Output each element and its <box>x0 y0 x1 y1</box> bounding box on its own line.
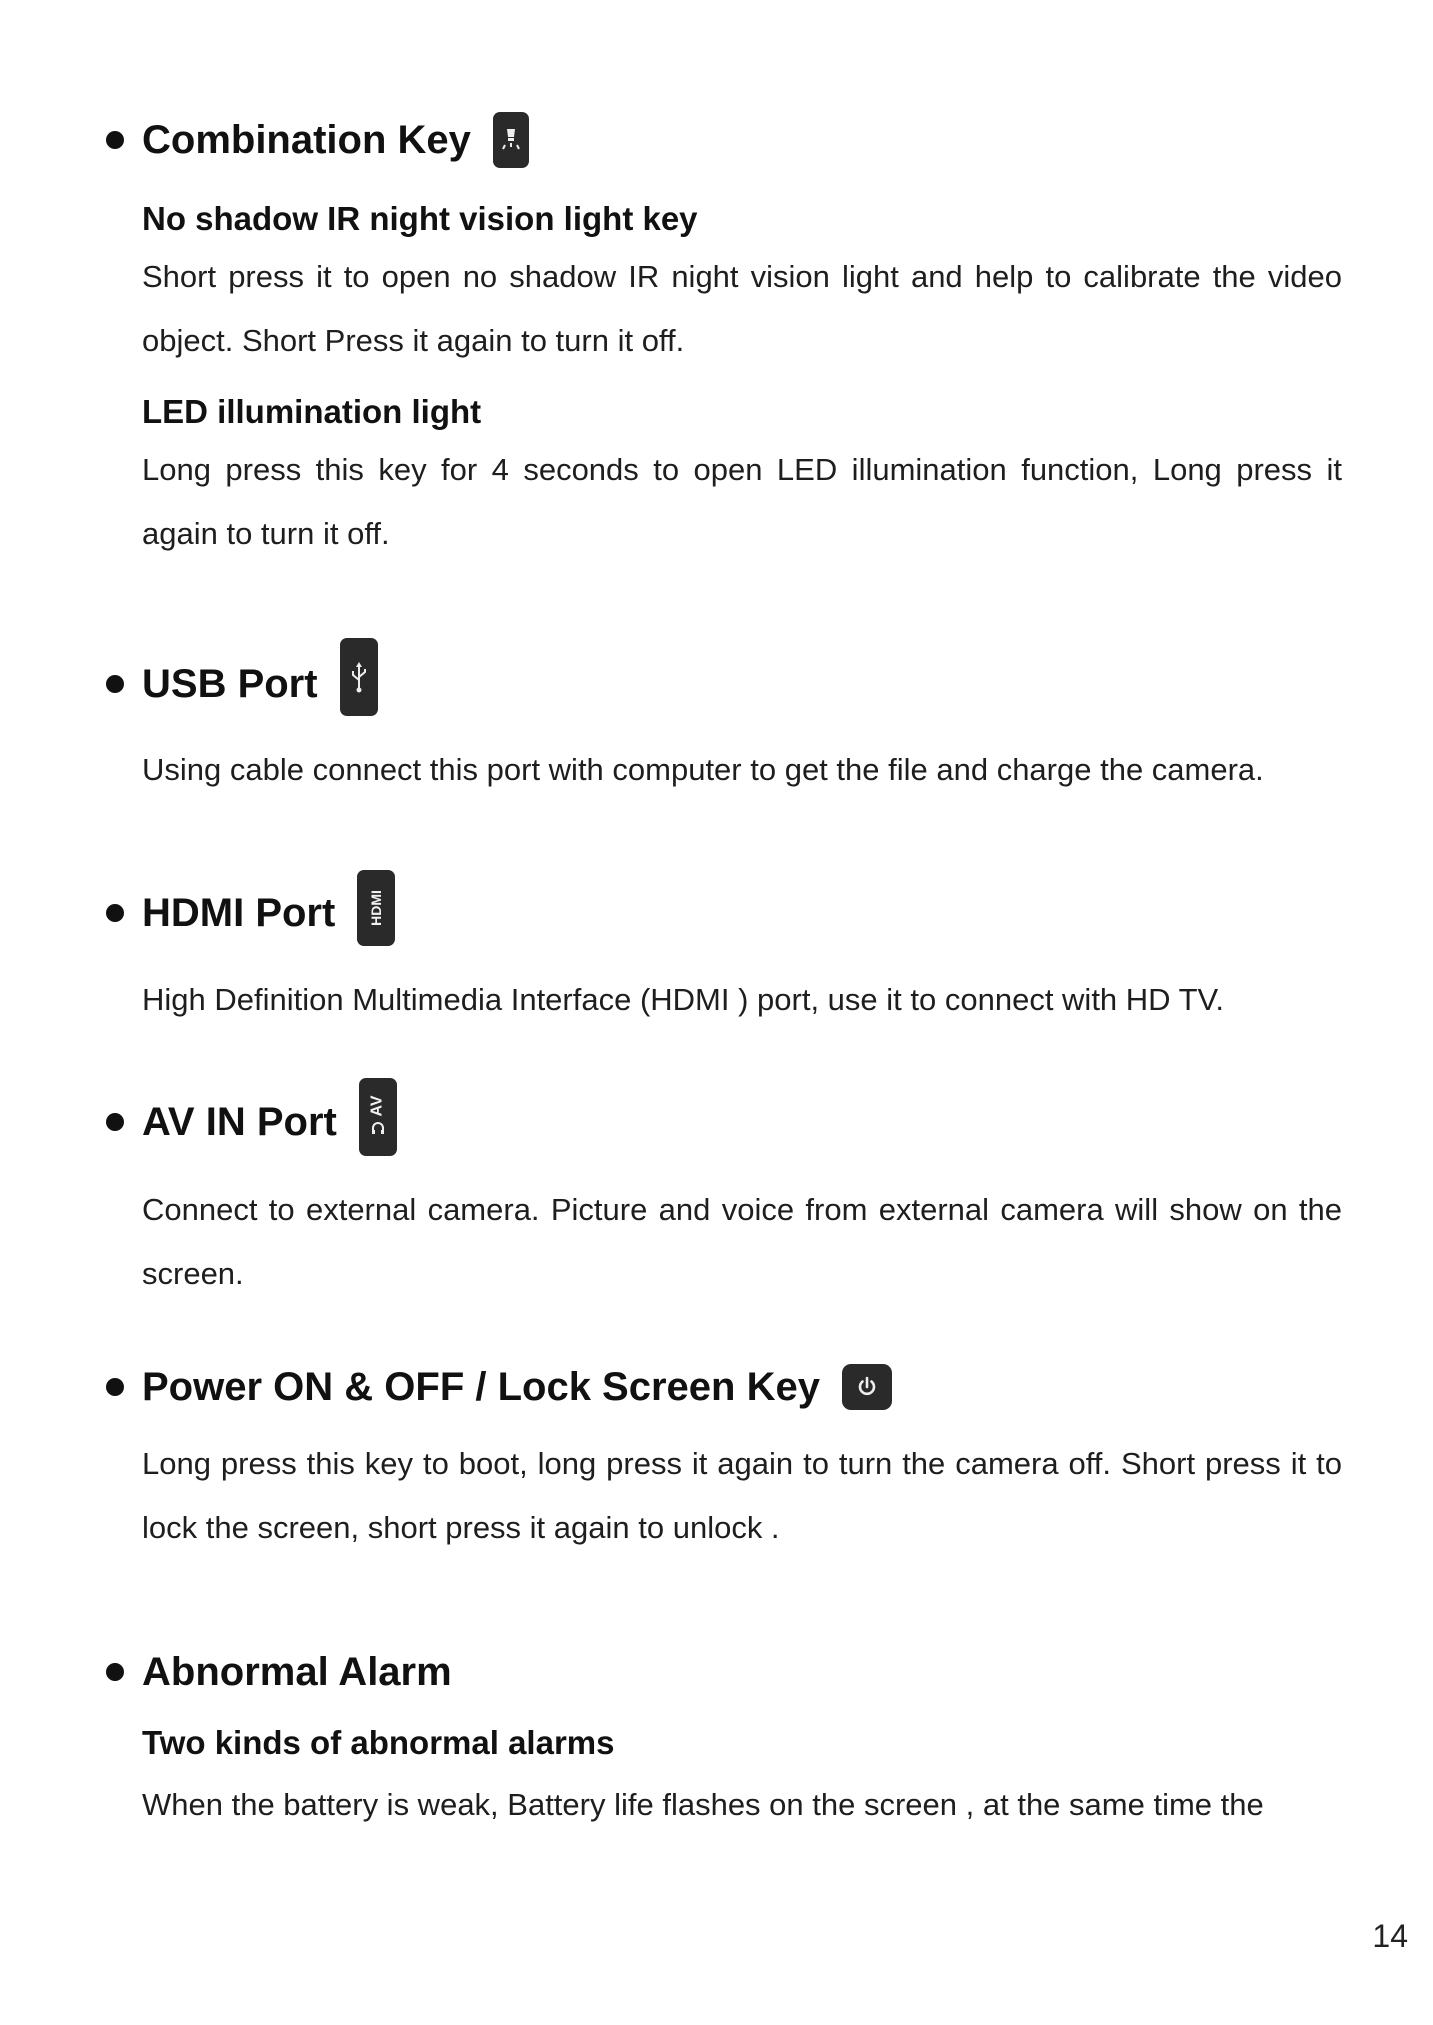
ir-night-vision-subheading: No shadow IR night vision light key <box>142 200 698 237</box>
section-hdmi-port <box>106 880 1346 1032</box>
section-av-in-port <box>106 1088 1346 1306</box>
usb-port-title: USB Port <box>142 662 318 706</box>
abnormal-alarm-subheading: Two kinds of abnormal alarms <box>142 1724 615 1761</box>
abnormal-alarm-title: Abnormal Alarm <box>142 1650 452 1694</box>
hdmi-port-title: HDMI Port <box>142 891 336 935</box>
hdmi-port-text: High Definition Multimedia Interface (HDMI ) port, use it to connect with HD TV. <box>142 982 1224 1017</box>
abnormal-alarm-heading <box>106 1652 1346 1692</box>
bullet <box>106 675 124 693</box>
bullet <box>106 131 124 149</box>
power-key-text: Long press this key to boot, long press it again to turn the camera off. Short press it to lock the screen, short press it again to unlock . <box>142 1446 1342 1545</box>
led-illumination-subheading: LED illumination light <box>142 393 482 430</box>
hdmi-icon <box>357 870 395 946</box>
ir-night-vision-text: Short press it to open no shadow IR night vision light and help to calibrate the video object. Short Press it again to turn it off. <box>142 259 1342 358</box>
av-in-port-heading <box>106 1088 1346 1156</box>
power-key-title: Power ON & OFF / Lock Screen Key <box>142 1365 820 1409</box>
combination-key-heading <box>106 112 1346 168</box>
av-icon-label: AV <box>368 1095 386 1117</box>
usb-port-heading <box>106 652 1346 716</box>
power-icon <box>842 1364 892 1410</box>
led-illumination-text: Long press this key for 4 seconds to open LED illumination function, Long press it again to turn it off. <box>142 452 1342 551</box>
section-abnormal-alarm <box>106 1652 1346 1837</box>
lamp-icon <box>493 112 529 168</box>
abnormal-alarm-text: When the battery is weak, Battery life flashes on the screen , at the same time the <box>142 1787 1264 1822</box>
page-number: 14 <box>1372 1918 1408 1954</box>
bullet <box>106 904 124 922</box>
av-in-port-title: AV IN Port <box>142 1100 337 1144</box>
hdmi-port-heading <box>106 880 1346 946</box>
section-power-key <box>106 1364 1346 1560</box>
hdmi-icon-label: HDMI <box>368 890 385 926</box>
bullet <box>106 1663 124 1681</box>
usb-port-text: Using cable connect this port with computer to get the file and charge the camera. <box>142 752 1264 787</box>
section-usb-port <box>106 652 1346 802</box>
av-in-port-text: Connect to external camera. Picture and voice from external camera will show on the screen. <box>142 1192 1342 1291</box>
section-combination-key <box>106 112 1346 566</box>
bullet <box>106 1113 124 1131</box>
bullet <box>106 1378 124 1396</box>
av-icon <box>359 1078 397 1156</box>
headphone-icon <box>370 1120 386 1136</box>
usb-icon <box>340 638 378 716</box>
combination-key-title: Combination Key <box>142 118 471 162</box>
power-key-heading <box>106 1364 1346 1410</box>
